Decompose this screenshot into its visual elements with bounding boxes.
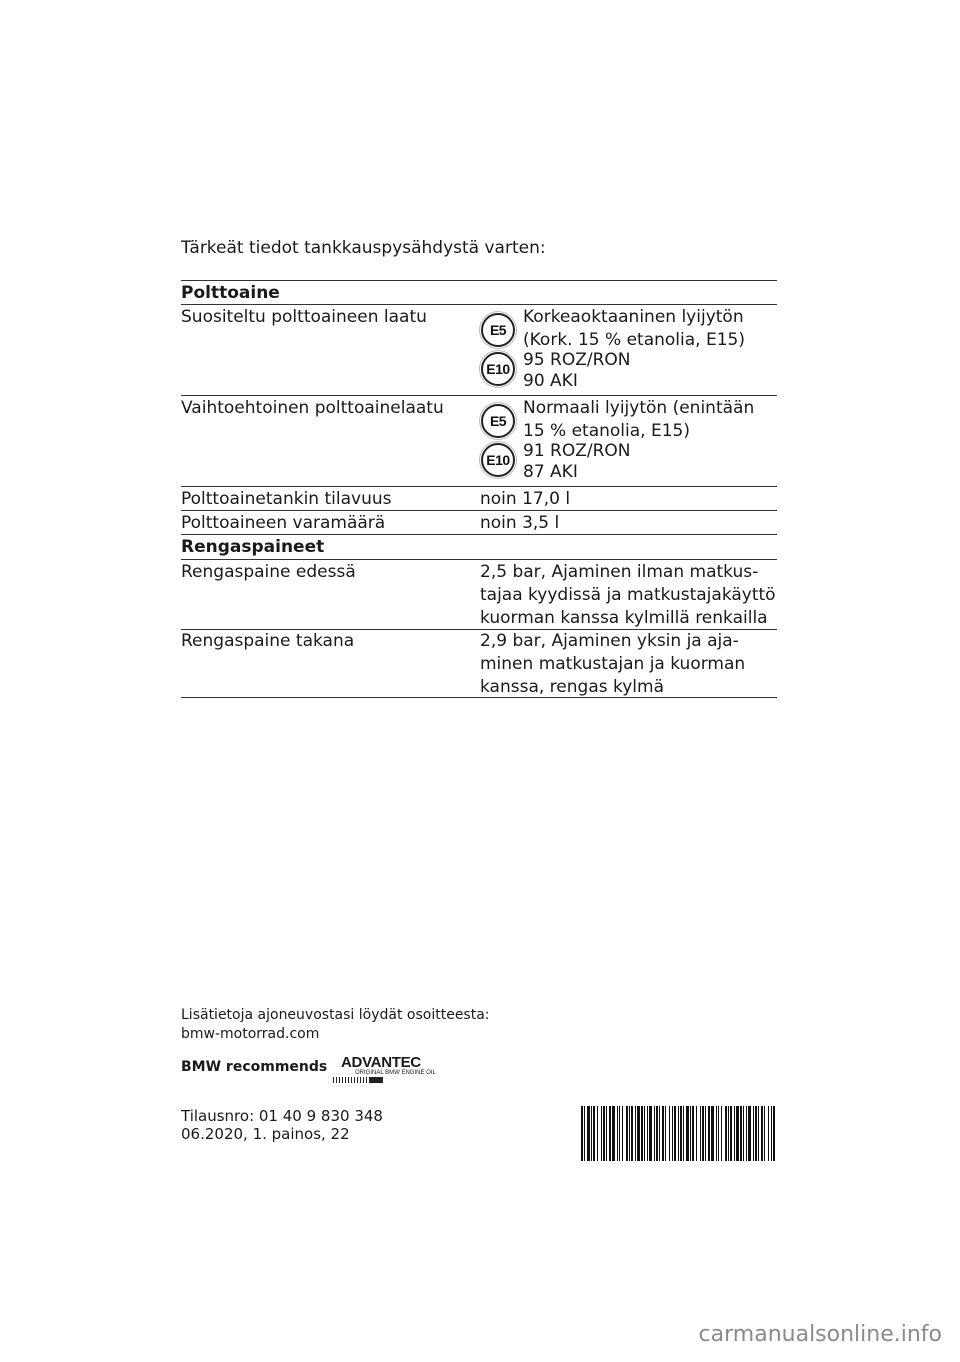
row-value: noin 17,0 l [480,489,571,509]
row-value-line: 2,9 bar, Ajaminen yksin ja aja- [480,631,739,651]
advantec-logo [333,1055,443,1085]
row-label: Rengaspaine takana [181,631,355,651]
e5-fuel-icon: E5 [481,404,515,438]
table-divider [181,534,777,535]
row-value-line: 15 % etanolia, E15) [523,421,690,441]
barcode-icon [581,1106,777,1161]
e5-fuel-icon: E5 [481,313,515,347]
table-divider [181,486,777,487]
row-value-line: tajaa kyydissä ja matkustajakäyttö [480,585,776,605]
row-value-line: kuorman kanssa kylmillä renkailla [480,608,768,628]
section-heading-tyres: Rengaspaineet [181,537,325,557]
row-label: Rengaspaine edessä [181,562,356,582]
row-value-line: (Kork. 15 % etanolia, E15) [523,330,745,350]
table-divider [181,697,777,698]
row-value: noin 3,5 l [480,513,560,533]
bmw-recommends-label: BMW recommends [181,1059,328,1075]
order-number: Tilausnro: 01 40 9 830 348 [181,1107,383,1125]
e10-fuel-icon: E10 [481,352,515,386]
row-value-line: 87 AKI [523,462,578,482]
table-divider [181,304,777,305]
intro-heading: Tärkeät tiedot tankkauspysähdystä varten: [181,238,546,258]
row-label: Polttoaineen varamäärä [181,513,386,533]
row-label: Suositeltu polttoaineen laatu [181,307,427,327]
row-value-line: 90 AKI [523,371,578,391]
row-value-line: 91 ROZ/RON [523,441,631,461]
row-value-line: 95 ROZ/RON [523,350,631,370]
advantec-logo-subtitle: ORIGINAL BMW ENGINE OIL [355,1070,436,1076]
row-value-line: minen matkustajan ja kuorman [480,654,746,674]
section-heading-fuel: Polttoaine [181,283,280,303]
row-value-line: kanssa, rengas kylmä [480,677,664,697]
advantec-logo-title: ADVANTEC [341,1054,421,1071]
table-divider [181,510,777,511]
row-value-line: Normaali lyijytön (enintään [523,398,755,418]
row-value-line: Korkeaoktaaninen lyijytön [523,307,744,327]
website-link[interactable]: bmw-motorrad.com [181,1026,320,1042]
advantec-stripe-icon [333,1077,383,1083]
e10-fuel-icon: E10 [481,443,515,477]
info-text: Lisätietoja ajoneuvostasi löydät osoitteesta: [181,1007,490,1023]
row-value-line: 2,5 bar, Ajaminen ilman matkus- [480,562,759,582]
table-divider [181,395,777,396]
table-divider [181,559,777,560]
row-label: Polttoainetankin tilavuus [181,489,392,509]
edition-info: 06.2020, 1. painos, 22 [181,1125,350,1143]
watermark: carmanualsonline.info [698,1322,942,1347]
table-divider [181,280,777,281]
row-label: Vaihtoehtoinen polttoainelaatu [181,398,444,418]
